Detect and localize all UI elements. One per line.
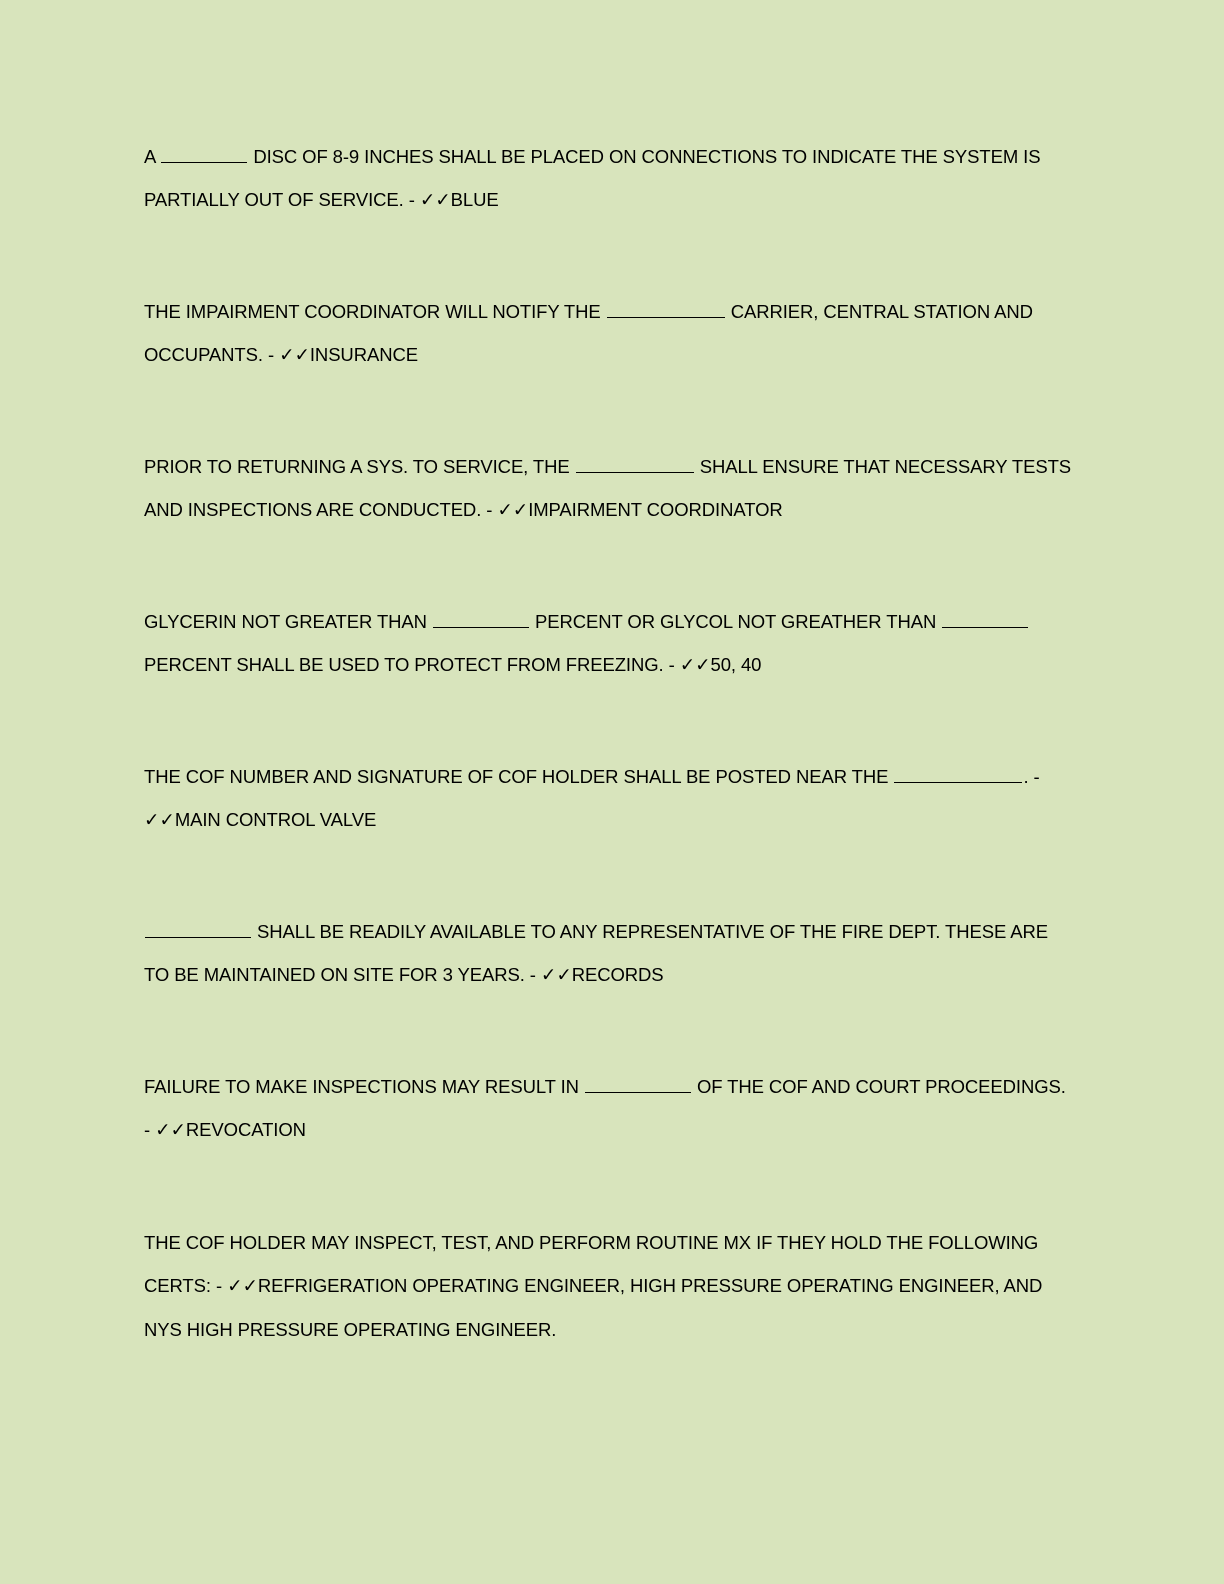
question-text: PERCENT SHALL BE USED TO PROTECT FROM FREEZING. -	[144, 654, 675, 675]
question-text: THE COF NUMBER AND SIGNATURE OF COF HOLDER SHALL BE POSTED NEAR THE	[144, 766, 889, 787]
question-text: A	[144, 146, 156, 167]
answer-blank	[585, 1071, 691, 1093]
check-mark-icon: ✓✓	[540, 965, 572, 986]
flashcard-item	[144, 290, 1074, 377]
answer-blank	[145, 916, 251, 938]
flashcard-item	[144, 135, 1074, 222]
question-text: FAILURE TO MAKE INSPECTIONS MAY RESULT IN	[144, 1076, 579, 1097]
question-text: SHALL ENSURE THAT NECESSARY TESTS AND INSPECTIONS ARE CONDUCTED. -	[144, 456, 1072, 520]
flashcard-item	[144, 445, 1074, 532]
question-text: THE COF HOLDER MAY INSPECT, TEST, AND PERFORM ROUTINE MX IF THEY HOLD THE FOLLOWING CERTS: -	[144, 1232, 1039, 1296]
question-text: DISC OF 8-9 INCHES SHALL BE PLACED ON CONNECTIONS TO INDICATE THE SYSTEM IS PARTIALLY OUT OF SERVICE. -	[144, 146, 1041, 210]
answer-blank	[607, 296, 725, 318]
check-mark-icon: ✓✓	[497, 500, 529, 521]
question-text: OF THE COF AND COURT PROCEEDINGS. -	[144, 1076, 1066, 1140]
check-mark-icon: ✓✓	[279, 345, 310, 366]
answer-blank	[576, 451, 694, 473]
flashcard-item	[144, 910, 1074, 997]
question-text: GLYCERIN NOT GREATER THAN	[144, 611, 427, 632]
question-text: PRIOR TO RETURNING A SYS. TO SERVICE, THE	[144, 456, 570, 477]
answer-blank	[161, 141, 247, 163]
answer-blank	[433, 606, 529, 628]
answer-text: BLUE	[450, 189, 499, 210]
flashcard-item	[144, 1065, 1074, 1152]
answer-blank	[942, 606, 1028, 628]
check-mark-icon: ✓✓	[144, 810, 175, 831]
flashcard-item	[144, 1221, 1074, 1351]
check-mark-icon: ✓✓	[419, 190, 451, 211]
answer-text: 50, 40	[710, 654, 762, 675]
flashcard-item	[144, 755, 1074, 842]
flashcard-item	[144, 600, 1074, 687]
question-text: . -	[1023, 766, 1040, 787]
check-mark-icon: ✓✓	[679, 655, 711, 676]
answer-blank	[894, 761, 1022, 783]
answer-text: IMPAIRMENT COORDINATOR	[528, 499, 783, 520]
answer-text: RECORDS	[571, 964, 664, 985]
answer-text: INSURANCE	[309, 344, 418, 365]
check-mark-icon: ✓✓	[227, 1276, 258, 1297]
question-text: PERCENT OR GLYCOL NOT GREATHER THAN	[535, 611, 937, 632]
answer-text: MAIN CONTROL VALVE	[174, 809, 377, 830]
question-text: SHALL BE READILY AVAILABLE TO ANY REPRESENTATIVE OF THE FIRE DEPT. THESE ARE TO BE MAINTAINED ON SITE FOR 3 YEARS. -	[144, 921, 1048, 985]
question-text: THE IMPAIRMENT COORDINATOR WILL NOTIFY THE	[144, 301, 601, 322]
check-mark-icon: ✓✓	[155, 1120, 186, 1141]
answer-text: REFRIGERATION OPERATING ENGINEER, HIGH PRESSURE OPERATING ENGINEER, AND NYS HIGH PRESSURE OPERATING ENGINEER.	[144, 1275, 1043, 1340]
answer-text: REVOCATION	[185, 1119, 306, 1140]
question-text: CARRIER, CENTRAL STATION AND OCCUPANTS. -	[144, 301, 1033, 365]
